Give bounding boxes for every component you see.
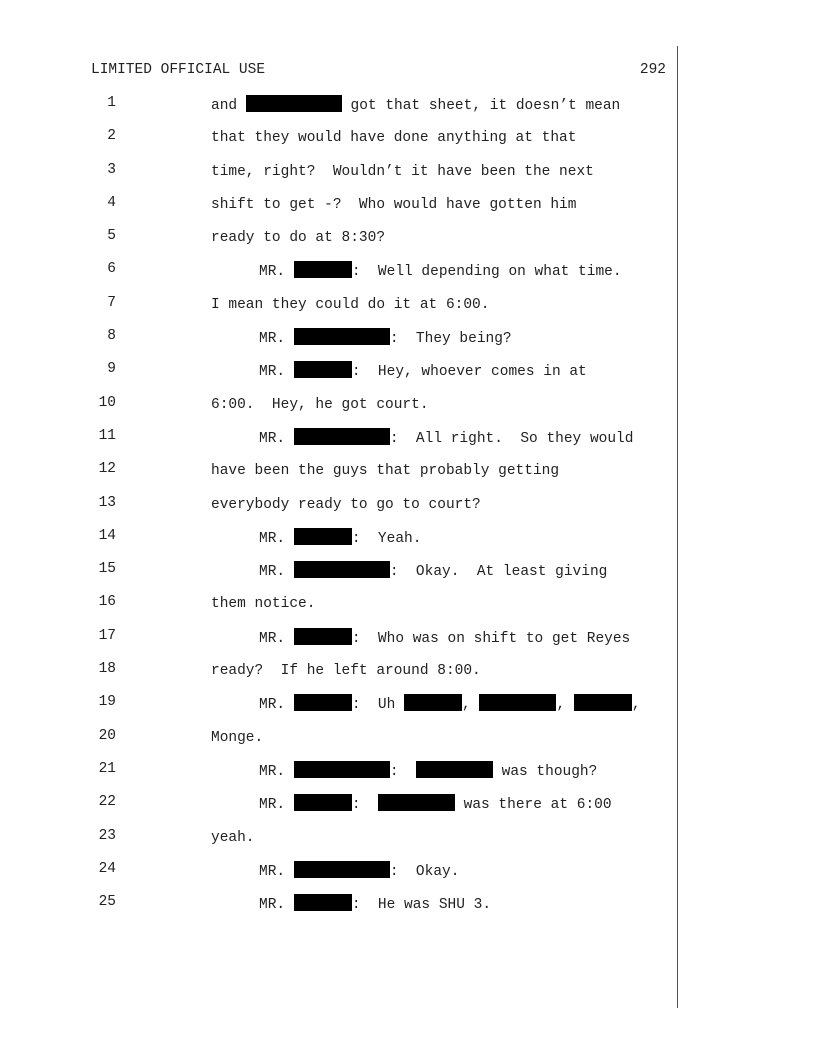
transcript-line [0,759,816,792]
classification-header: LIMITED OFFICIAL USE [91,62,266,78]
transcript-line [0,293,816,326]
text-segment: MR. [259,630,294,647]
line-number: 2 [107,128,116,145]
line-number: 1 [107,95,116,111]
transcript-line [0,193,816,226]
transcript-line [0,859,816,892]
line-text [259,328,512,349]
text-segment: MR. [259,697,294,714]
line-text [211,95,620,116]
redaction-bar [294,361,352,378]
line-text [259,428,633,449]
line-text [259,561,607,582]
text-segment: : [351,797,378,814]
redaction-bar [294,428,390,445]
transcript-line [0,160,816,193]
transcript-line [0,559,816,592]
line-number: 11 [98,427,116,444]
text-segment: ready to do at 8:30? [211,230,386,247]
redaction-bar [416,761,493,778]
text-segment: : Who was on shift to get Reyes [351,630,631,647]
line-number: 19 [98,694,116,711]
line-number: 25 [98,894,116,911]
text-segment: ready? If he left around 8:00. [211,663,481,680]
redaction-bar [479,694,556,711]
redaction-bar [294,761,390,778]
text-segment: MR. [259,430,294,447]
line-number: 13 [98,494,116,511]
transcript-line [0,526,816,559]
transcript-line [0,659,816,692]
transcript-line [0,892,816,925]
text-segment: : Okay. [389,863,460,880]
text-segment: Monge. [211,729,264,746]
redaction-bar [294,861,390,878]
text-segment: , [556,697,574,714]
text-segment: : Well depending on what time. [351,264,622,281]
transcript-line [0,826,816,859]
line-text [211,661,481,681]
text-segment: : Uh [351,697,405,714]
text-segment: MR. [259,530,294,547]
line-text [211,128,576,148]
line-text [259,361,587,382]
transcript-line [0,626,816,659]
line-number: 16 [98,594,116,611]
text-segment: got that sheet, it doesn’t mean [341,98,621,114]
line-text [211,295,489,315]
text-segment: that they would have done anything at that [211,130,577,147]
transcript-lines [0,93,816,925]
line-number: 9 [107,361,116,378]
line-text [211,594,315,614]
redaction-bar [294,894,352,911]
text-segment: : They being? [389,331,512,348]
redaction-bar [294,794,352,811]
text-segment: : [389,763,416,780]
text-segment: time, right? Wouldn’t it have been the next [211,163,594,180]
text-segment: MR. [259,763,294,780]
line-text [259,528,421,549]
line-number: 14 [98,527,116,544]
text-segment: : Okay. At least giving [389,564,608,581]
redaction-bar [294,528,352,545]
redaction-bar [294,561,390,578]
line-text [211,228,385,248]
text-segment: , [631,697,641,714]
line-text [211,461,559,481]
text-segment: MR. [259,797,294,814]
text-segment: MR. [259,364,294,381]
redaction-bar [294,261,352,278]
redaction-bar [294,694,352,711]
line-text [259,861,459,882]
line-text [211,495,481,515]
transcript-line [0,226,816,259]
transcript-line [0,459,816,492]
line-text [259,794,612,815]
text-segment: MR. [259,564,294,581]
line-number: 17 [98,627,116,644]
text-segment: have been the guys that probably getting [211,463,560,480]
line-text [259,261,622,282]
line-number: 6 [107,261,116,278]
line-text [259,628,630,649]
text-segment: I mean they could do it at 6:00. [211,296,490,313]
line-text [211,195,576,215]
redaction-bar [246,95,342,112]
line-text [211,828,255,848]
line-text [259,761,597,782]
text-segment: , [462,697,480,714]
text-segment: and [211,98,246,114]
line-number: 5 [107,228,116,245]
line-number: 24 [98,860,116,877]
line-number: 18 [98,661,116,678]
line-text [211,728,263,748]
redaction-bar [404,694,462,711]
line-number: 23 [98,827,116,844]
redaction-bar [378,794,455,811]
transcript-line [0,792,816,825]
transcript-line [0,326,816,359]
page-number: 292 [639,62,666,78]
text-segment: MR. [259,264,294,281]
transcript-line [0,726,816,759]
transcript-line [0,93,816,126]
redaction-bar [294,328,390,345]
line-number: 10 [98,394,116,411]
line-text [211,395,429,415]
text-segment: MR. [259,863,294,880]
line-number: 15 [98,561,116,578]
text-segment: MR. [259,331,294,348]
text-segment: : Hey, whoever comes in at [351,364,587,381]
redaction-bar [574,694,632,711]
transcript-line [0,126,816,159]
text-segment: : He was SHU 3. [351,897,492,914]
transcript-line [0,426,816,459]
text-segment: : All right. So they would [389,430,634,447]
redaction-bar [294,628,352,645]
text-segment: MR. [259,897,294,914]
line-number: 4 [107,194,116,211]
text-segment: everybody ready to go to court? [211,496,481,513]
text-segment: yeah. [211,829,255,846]
transcript-line [0,393,816,426]
text-segment: : Yeah. [351,530,422,547]
line-number: 21 [98,760,116,777]
transcript-line [0,359,816,392]
text-segment: them notice. [211,596,316,613]
line-number: 8 [107,328,116,345]
transcript-line [0,692,816,725]
line-number: 7 [107,294,116,311]
transcript-line [0,592,816,625]
transcript-line [0,259,816,292]
line-text [211,162,594,182]
text-segment: 6:00. Hey, he got court. [211,396,429,413]
line-text [259,894,491,915]
line-number: 22 [98,794,116,811]
line-number: 20 [98,727,116,744]
text-segment: was there at 6:00 [454,797,612,814]
text-segment: shift to get -? Who would have gotten him [211,196,577,213]
line-text [259,694,641,715]
text-segment: was though? [492,763,598,780]
line-number: 12 [98,461,116,478]
line-number: 3 [107,161,116,178]
transcript-line [0,493,816,526]
